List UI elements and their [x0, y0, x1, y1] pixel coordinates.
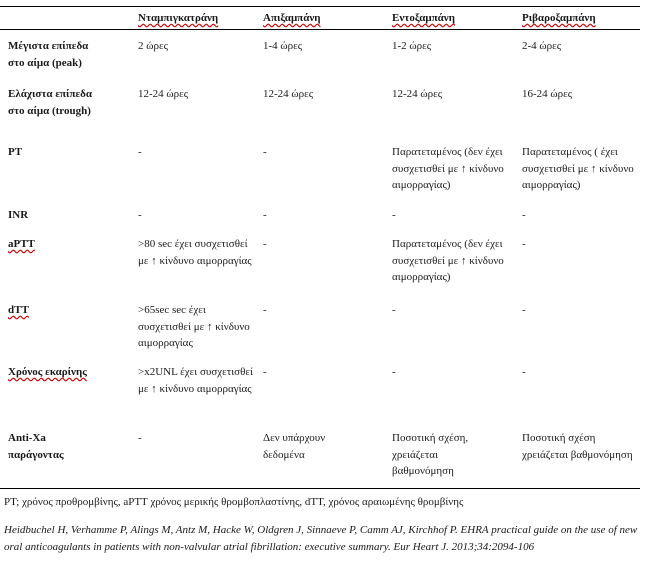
header-edoxaban: Εντοξαμπάνη — [392, 12, 455, 24]
cell-dtt-edoxaban: - — [392, 304, 396, 316]
cell-trough-dabigatran: 12-24 ώρες — [138, 88, 189, 100]
cell-peak-rivaroxaban: 2-4 ώρες — [522, 40, 562, 52]
cell-dtt-dabigatran: >65sec sec έχει συσχετισθεί με ↑ κίνδυνο αιμορραγίας — [138, 304, 250, 349]
cell-antixa-rivaroxaban: Ποσοτική σχέση χρειάζεται βαθμονόμηση — [522, 432, 633, 461]
cell-trough-rivaroxaban: 16-24 ώρες — [522, 88, 573, 100]
cell-inr-dabigatran: - — [138, 209, 142, 221]
cell-trough-edoxaban: 12-24 ώρες — [392, 88, 443, 100]
abbreviations-footnote: PT; χρόνος προθρομβίνης, aPTT χρόνος μερικής θρομβοπλαστίνης, dTT, χρόνος αραιωμένης θρομβίνης — [4, 496, 464, 508]
cell-peak-dabigatran: 2 ώρες — [138, 40, 168, 52]
header-rivaroxaban: Ριβαροξαμπάνη — [522, 12, 596, 24]
cell-pt-rivaroxaban: Παρατεταμένος ( έχει συσχετισθεί με ↑ κίνδυνο αιμορραγίας) — [522, 146, 634, 191]
table-bottom-rule — [0, 488, 640, 489]
row-label-pt: PT — [8, 146, 23, 158]
cell-pt-apixaban: - — [263, 146, 267, 158]
header-dabigatran: Νταμπιγκατράνη — [138, 12, 219, 24]
cell-antixa-dabigatran: - — [138, 432, 142, 444]
table-top-rule — [0, 6, 640, 7]
reference-citation: Heidbuchel H, Verhamme P, Alings M, Antz M, Hacke W, Oldgren J, Sinnaeve P, Camm AJ, Kirchhof P. EHRA practical guide on the use of new oral anticoagulants in patients with non-valvular atrial fibrillation: executive summary. Eur Heart J. 2013;34:2094-106 — [4, 524, 638, 553]
row-label-inr: INR — [8, 209, 29, 221]
cell-ecarin-apixaban: - — [263, 366, 267, 378]
cell-ecarin-edoxaban: - — [392, 366, 396, 378]
cell-pt-edoxaban: Παρατεταμένος (δεν έχει συσχετισθεί με ↑ κίνδυνο αιμορραγίας) — [392, 146, 504, 191]
cell-dtt-rivaroxaban: - — [522, 304, 526, 316]
cell-antixa-apixaban: Δεν υπάρχουν δεδομένα — [263, 432, 326, 461]
row-label-anti-xa: Anti-Xa παράγοντας — [8, 432, 64, 461]
cell-antixa-edoxaban: Ποσοτική σχέση, χρειάζεται βαθμονόμηση — [392, 432, 469, 477]
cell-trough-apixaban: 12-24 ώρες — [263, 88, 314, 100]
cell-aptt-apixaban: - — [263, 238, 267, 250]
cell-aptt-rivaroxaban: - — [522, 238, 526, 250]
cell-dtt-apixaban: - — [263, 304, 267, 316]
cell-inr-apixaban: - — [263, 209, 267, 221]
row-label-aptt: aPTT — [8, 238, 35, 250]
cell-peak-apixaban: 1-4 ώρες — [263, 40, 303, 52]
header-apixaban: Απιξαμπάνη — [263, 12, 321, 24]
cell-ecarin-rivaroxaban: - — [522, 366, 526, 378]
row-label-dtt: dTT — [8, 304, 29, 316]
header-rule — [0, 29, 640, 30]
cell-inr-rivaroxaban: - — [522, 209, 526, 221]
row-label-peak: Μέγιστα επίπεδα στο αίμα (peak) — [8, 40, 89, 69]
cell-inr-edoxaban: - — [392, 209, 396, 221]
cell-peak-edoxaban: 1-2 ώρες — [392, 40, 432, 52]
cell-pt-dabigatran: - — [138, 146, 142, 158]
cell-ecarin-dabigatran: >x2UNL έχει συσχετισθεί με ↑ κίνδυνο αιμορραγίας — [138, 366, 253, 395]
cell-aptt-edoxaban: Παρατεταμένος (δεν έχει συσχετισθεί με ↑ κίνδυνο αιμορραγίας) — [392, 238, 504, 283]
cell-aptt-dabigatran: >80 sec έχει συσχετισθεί με ↑ κίνδυνο αιμορραγίας — [138, 238, 252, 267]
row-label-ecarin-time: Χρόνος εκαρίνης — [8, 366, 87, 378]
row-label-trough: Ελάχιστα επίπεδα στο αίμα (trough) — [8, 88, 93, 117]
